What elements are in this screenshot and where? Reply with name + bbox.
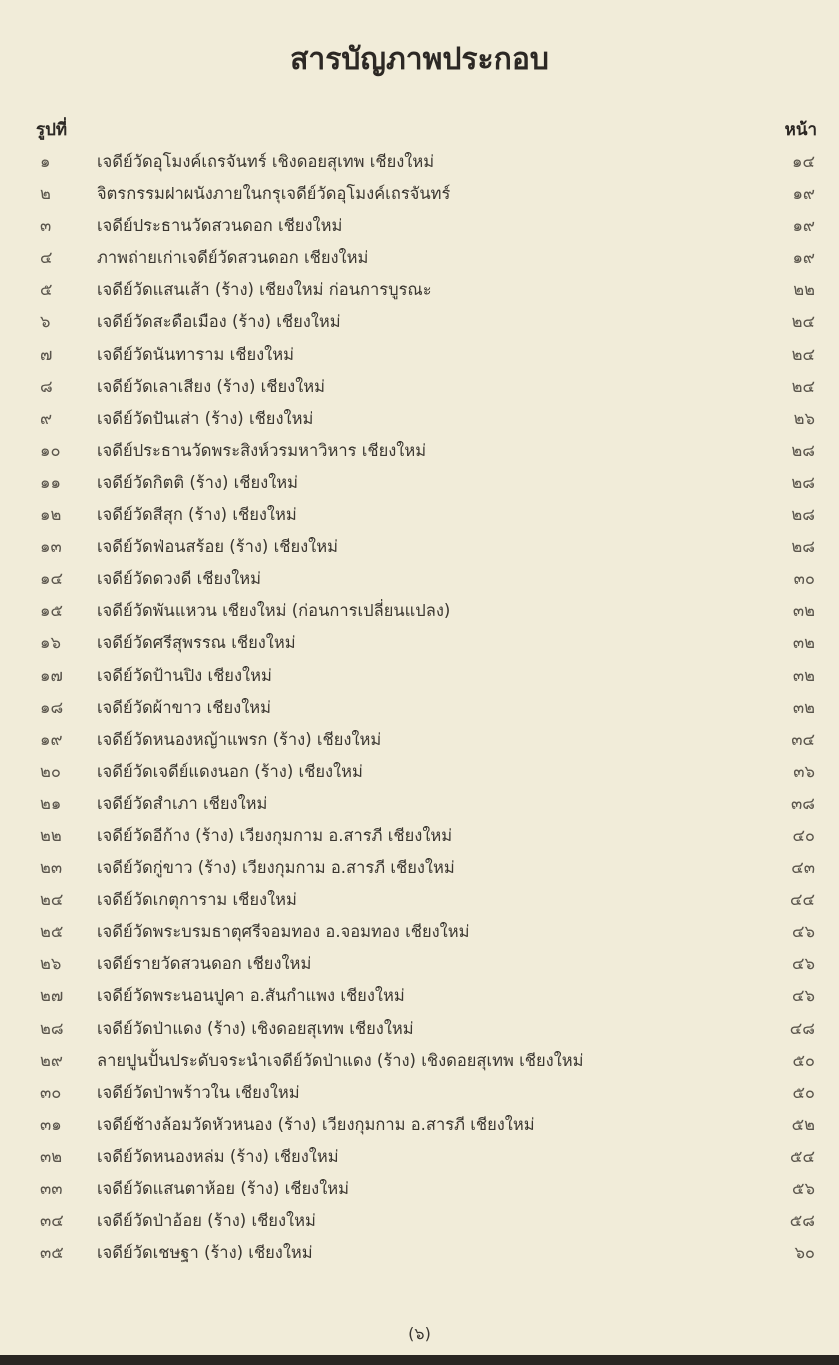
figure-caption: เจดีย์ประธานวัดพระสิงห์วรมหาวิหาร เชียงใหม่	[97, 440, 427, 460]
figure-number: ๒๐	[40, 761, 61, 781]
figure-number: ๓๒	[40, 1146, 63, 1166]
figure-page: ๓๖	[793, 761, 815, 781]
figure-page: ๓๒	[792, 633, 815, 653]
list-item	[0, 788, 839, 820]
figure-number: ๔	[40, 248, 53, 268]
figure-page: ๔๐	[792, 825, 815, 845]
figure-list	[0, 146, 839, 1269]
list-item	[0, 724, 839, 756]
figure-page: ๕๒	[791, 1114, 815, 1134]
list-item	[0, 820, 839, 852]
figure-page: ๒๘	[791, 472, 815, 492]
figure-page: ๓๒	[792, 665, 815, 685]
figure-page: ๔๘	[789, 1018, 815, 1038]
figure-page: ๕๐	[792, 1050, 815, 1070]
figure-page: ๕๘	[789, 1211, 815, 1231]
list-item	[0, 627, 839, 659]
figure-page: ๓๒	[792, 601, 815, 621]
figure-caption: เจดีย์วัดพระนอนปูคา อ.สันกำแพง เชียงใหม่	[97, 986, 405, 1006]
figure-caption: เจดีย์วัดดวงดี เชียงใหม่	[97, 569, 262, 589]
figure-caption: เจดีย์วัดอีก้าง (ร้าง) เวียงกุมกาม อ.สารภี เชียงใหม่	[97, 825, 453, 845]
figure-page: ๔๖	[792, 986, 815, 1006]
list-item	[0, 339, 839, 371]
figure-number: ๑	[40, 152, 51, 171]
scan-edge	[0, 1355, 839, 1365]
list-item	[0, 1141, 839, 1173]
page-column-header: หน้า	[784, 120, 817, 140]
list-item	[0, 274, 839, 306]
figure-page: ๒๘	[791, 505, 815, 525]
list-item	[0, 595, 839, 627]
figure-page: ๔๖	[792, 954, 815, 974]
figure-number: ๓	[40, 216, 52, 236]
list-item	[0, 916, 839, 948]
figure-caption: เจดีย์วัดสีสุก (ร้าง) เชียงใหม่	[97, 505, 297, 525]
list-item	[0, 1237, 839, 1269]
figure-caption: ภาพถ่ายเก่าเจดีย์วัดสวนดอก เชียงใหม่	[97, 248, 369, 268]
figure-caption: เจดีย์วัดผ้าขาว เชียงใหม่	[97, 697, 272, 717]
figure-number: ๒๗	[40, 986, 64, 1006]
figure-caption: เจดีย์วัดป่าพร้าวใน เชียงใหม่	[97, 1082, 300, 1102]
figure-caption: เจดีย์วัดเลาเสียง (ร้าง) เชียงใหม่	[97, 376, 326, 396]
list-item	[0, 1109, 839, 1141]
figure-caption: เจดีย์วัดสะดือเมือง (ร้าง) เชียงใหม่	[97, 312, 341, 332]
list-item	[0, 1173, 839, 1205]
figure-caption: เจดีย์วัดเชษฐา (ร้าง) เชียงใหม่	[97, 1243, 313, 1263]
list-item	[0, 178, 839, 210]
list-item	[0, 980, 839, 1012]
figure-caption: เจดีย์วัดป้านปิง เชียงใหม่	[97, 665, 272, 685]
list-item	[0, 499, 839, 531]
figure-caption: เจดีย์วัดปันเส่า (ร้าง) เชียงใหม่	[97, 408, 314, 428]
figure-caption: จิตรกรรมฝาผนังภายในกรุเจดีย์วัดอุโมงค์เถรจันทร์	[97, 184, 451, 204]
figure-number: ๑๙	[40, 729, 63, 749]
figure-page: ๕๔	[790, 1146, 815, 1166]
figure-caption: เจดีย์วัดหนองหญ้าแพรก (ร้าง) เชียงใหม่	[97, 729, 382, 749]
figure-page: ๓๘	[790, 793, 815, 813]
figure-number: ๘	[40, 376, 53, 396]
figure-page: ๔๓	[791, 858, 815, 878]
list-item	[0, 884, 839, 916]
figure-column-header: รูปที่	[36, 120, 68, 140]
list-item	[0, 948, 839, 980]
figure-number: ๓๕	[40, 1243, 64, 1263]
list-item	[0, 1045, 839, 1077]
figure-caption: เจดีย์วัดฟ่อนสร้อย (ร้าง) เชียงใหม่	[97, 537, 338, 557]
figure-caption: เจดีย์วัดนันทาราม เชียงใหม่	[97, 344, 294, 364]
list-item	[0, 403, 839, 435]
figure-number: ๑๖	[40, 633, 61, 653]
figure-page: ๔๔	[790, 890, 815, 910]
figure-number: ๑๒	[40, 505, 62, 525]
figure-caption: เจดีย์วัดพันแหวน เชียงใหม่ (ก่อนการเปลี่ยนแปลง)	[97, 601, 451, 621]
figure-number: ๓๐	[40, 1082, 62, 1102]
figure-page: ๑๙	[792, 216, 815, 236]
figure-page: ๒๔	[791, 376, 815, 396]
list-item	[0, 563, 839, 595]
figure-number: ๑๕	[40, 601, 63, 621]
list-item	[0, 531, 839, 563]
figure-page: ๒๔	[791, 344, 815, 364]
figure-caption: เจดีย์วัดหนองหล่ม (ร้าง) เชียงใหม่	[97, 1146, 339, 1166]
figure-number: ๑๑	[40, 472, 61, 492]
list-item	[0, 1077, 839, 1109]
figure-number: ๒๑	[40, 793, 62, 813]
figure-number: ๙	[40, 408, 53, 428]
figure-number: ๖	[40, 312, 51, 332]
figure-caption: ลายปูนปั้นประดับจระนำเจดีย์วัดป่าแดง (ร้าง) เชิงดอยสุเทพ เชียงใหม่	[97, 1050, 584, 1070]
figure-caption: เจดีย์วัดเจดีย์แดงนอก (ร้าง) เชียงใหม่	[97, 761, 363, 781]
figure-number: ๒๔	[40, 890, 64, 910]
figure-number: ๓๔	[40, 1211, 64, 1231]
list-item	[0, 467, 839, 499]
figure-number: ๑๓	[40, 537, 62, 557]
figure-caption: เจดีย์ช้างล้อมวัดหัวหนอง (ร้าง) เวียงกุมกาม อ.สารภี เชียงใหม่	[97, 1114, 535, 1134]
figure-number: ๒	[40, 184, 51, 204]
figure-page: ๑๙	[792, 184, 815, 204]
figure-page: ๑๙	[792, 248, 815, 268]
list-item	[0, 660, 839, 692]
figure-caption: เจดีย์วัดป่าแดง (ร้าง) เชิงดอยสุเทพ เชียงใหม่	[97, 1018, 414, 1038]
figure-caption: เจดีย์รายวัดสวนดอก เชียงใหม่	[97, 954, 312, 974]
figure-page: ๒๖	[793, 408, 815, 428]
figure-number: ๑๗	[40, 665, 63, 685]
figure-page: ๖๐	[794, 1243, 815, 1263]
list-item	[0, 435, 839, 467]
list-item	[0, 1013, 839, 1045]
figure-caption: เจดีย์วัดเกตุการาม เชียงใหม่	[97, 890, 297, 910]
figure-page: ๓๔	[791, 729, 815, 749]
figure-page: ๒๒	[793, 280, 815, 300]
figure-page: ๓๐	[793, 569, 815, 589]
figure-page: ๒๔	[791, 312, 815, 332]
figure-number: ๒๓	[40, 858, 63, 878]
figure-caption: เจดีย์วัดสำเภา เชียงใหม่	[97, 793, 268, 813]
figure-number: ๕	[40, 280, 53, 300]
list-item	[0, 210, 839, 242]
figure-page: ๒๘	[791, 440, 815, 460]
list-item	[0, 692, 839, 724]
figure-number: ๓๑	[40, 1114, 62, 1134]
figure-caption: เจดีย์วัดป่าอ้อย (ร้าง) เชียงใหม่	[97, 1211, 316, 1231]
figure-number: ๒๙	[40, 1050, 63, 1070]
list-item	[0, 852, 839, 884]
figure-page: ๓๒	[792, 697, 815, 717]
list-item	[0, 371, 839, 403]
figure-page: ๕๐	[792, 1082, 815, 1102]
figure-number: ๑๘	[40, 697, 64, 717]
list-item	[0, 1205, 839, 1237]
page-title: สารบัญภาพประกอบ	[290, 42, 549, 77]
list-item	[0, 146, 839, 178]
figure-page: ๑๔	[792, 152, 815, 171]
figure-page: ๔๖	[792, 922, 815, 942]
figure-caption: เจดีย์วัดกู่ขาว (ร้าง) เวียงกุมกาม อ.สารภี เชียงใหม่	[97, 858, 455, 878]
figure-number: ๒๖	[40, 954, 62, 974]
figure-number: ๒๘	[40, 1018, 64, 1038]
figure-caption: เจดีย์ประธานวัดสวนดอก เชียงใหม่	[97, 216, 343, 236]
page-number: (๖)	[408, 1324, 431, 1343]
figure-caption: เจดีย์วัดศรีสุพรรณ เชียงใหม่	[97, 633, 296, 653]
figure-caption: เจดีย์วัดกิตติ (ร้าง) เชียงใหม่	[97, 472, 299, 492]
figure-caption: เจดีย์วัดพระบรมธาตุศรีจอมทอง อ.จอมทอง เชียงใหม่	[97, 922, 470, 942]
figure-caption: เจดีย์วัดแสนตาห้อย (ร้าง) เชียงใหม่	[97, 1179, 350, 1198]
figure-page: ๕๖	[792, 1179, 815, 1198]
figure-number: ๓๓	[40, 1179, 63, 1198]
list-item	[0, 756, 839, 788]
figure-number: ๗	[40, 344, 53, 364]
figure-number: ๒๒	[40, 825, 62, 845]
list-item	[0, 306, 839, 338]
figure-page: ๒๘	[791, 537, 815, 557]
figure-number: ๒๕	[40, 922, 64, 942]
figure-number: ๑๔	[40, 569, 63, 589]
figure-number: ๑๐	[40, 440, 61, 460]
figure-caption: เจดีย์วัดแสนเส้า (ร้าง) เชียงใหม่ ก่อนการบูรณะ	[97, 280, 432, 300]
figure-caption: เจดีย์วัดอุโมงค์เถรจันทร์ เชิงดอยสุเทพ เชียงใหม่	[97, 152, 435, 171]
list-item	[0, 242, 839, 274]
